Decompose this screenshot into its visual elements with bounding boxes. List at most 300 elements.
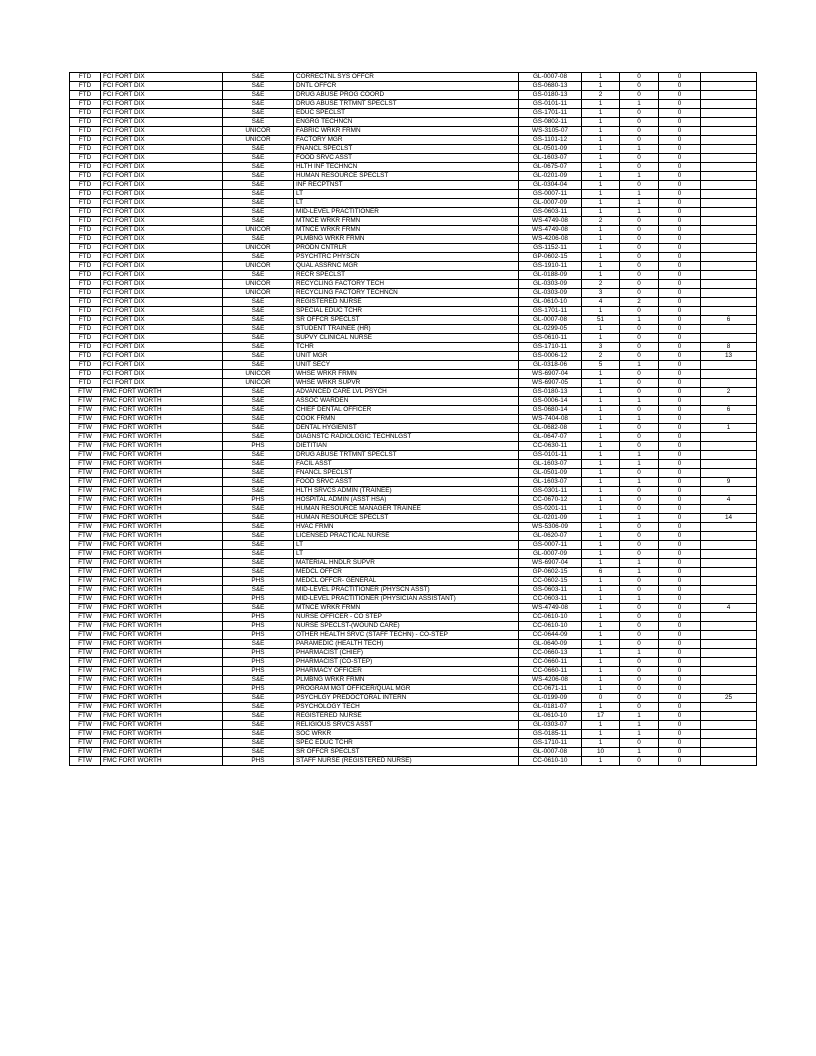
other-cell: 0 xyxy=(659,532,701,541)
count-cell: 1 xyxy=(582,595,620,604)
facility-cell: FMC FORT WORTH xyxy=(101,451,223,460)
table-row xyxy=(70,280,757,289)
code-cell: FTD xyxy=(70,145,101,154)
other-cell: 0 xyxy=(659,478,701,487)
fund-cell: S&E xyxy=(223,703,294,712)
other-cell: 0 xyxy=(659,190,701,199)
facility-cell: FCI FORT DIX xyxy=(101,298,223,307)
vacancy-cell: 0 xyxy=(620,496,659,505)
count-cell: 1 xyxy=(582,145,620,154)
grade-cell: GS-0101-11 xyxy=(519,451,582,460)
position-title-cell: TCHR xyxy=(294,343,519,352)
grade-cell: CC-0602-15 xyxy=(519,577,582,586)
position-title-cell: RECR SPECLST xyxy=(294,271,519,280)
vacancy-cell: 1 xyxy=(620,712,659,721)
position-title-cell: COOK FRMN xyxy=(294,415,519,424)
grade-cell: GL-0501-09 xyxy=(519,145,582,154)
vacancy-cell: 0 xyxy=(620,73,659,82)
note-cell xyxy=(701,703,757,712)
code-cell: FTW xyxy=(70,757,101,766)
position-title-cell: STUDENT TRAINEE (HR) xyxy=(294,325,519,334)
note-cell xyxy=(701,118,757,127)
fund-cell: UNICOR xyxy=(223,136,294,145)
fund-cell: UNICOR xyxy=(223,244,294,253)
table-row xyxy=(70,721,757,730)
position-title-cell: PHARMACIST (CO-STEP) xyxy=(294,658,519,667)
table-row xyxy=(70,163,757,172)
position-title-cell: UNIT SECY xyxy=(294,361,519,370)
position-title-cell: DIETITIAN xyxy=(294,442,519,451)
code-cell: FTW xyxy=(70,433,101,442)
count-cell: 1 xyxy=(582,631,620,640)
note-cell xyxy=(701,244,757,253)
table-row xyxy=(70,739,757,748)
note-cell xyxy=(701,109,757,118)
note-cell xyxy=(701,667,757,676)
other-cell: 0 xyxy=(659,208,701,217)
code-cell: FTW xyxy=(70,568,101,577)
other-cell: 0 xyxy=(659,496,701,505)
position-title-cell: NURSE SPECLST-(WOUND CARE) xyxy=(294,622,519,631)
grade-cell: GS-0007-11 xyxy=(519,541,582,550)
position-title-cell: MID-LEVEL PRACTITIONER (PHYSICIAN ASSISTANT) xyxy=(294,595,519,604)
count-cell: 1 xyxy=(582,514,620,523)
position-title-cell: REGISTERED NURSE xyxy=(294,298,519,307)
facility-cell: FCI FORT DIX xyxy=(101,325,223,334)
fund-cell: S&E xyxy=(223,145,294,154)
other-cell: 0 xyxy=(659,469,701,478)
count-cell: 1 xyxy=(582,721,620,730)
count-cell: 1 xyxy=(582,127,620,136)
vacancy-cell: 0 xyxy=(620,388,659,397)
note-cell xyxy=(701,298,757,307)
note-cell xyxy=(701,289,757,298)
grade-cell: WS-5306-09 xyxy=(519,523,582,532)
position-title-cell: HUMAN RESOURCE SPECLST xyxy=(294,172,519,181)
code-cell: FTD xyxy=(70,199,101,208)
table-row xyxy=(70,262,757,271)
note-cell xyxy=(701,541,757,550)
table-row xyxy=(70,352,757,361)
grade-cell: GL-0299-05 xyxy=(519,325,582,334)
facility-cell: FCI FORT DIX xyxy=(101,208,223,217)
position-title-cell: FNANCL SPECLST xyxy=(294,145,519,154)
position-title-cell: EDUC SPECLST xyxy=(294,109,519,118)
facility-cell: FCI FORT DIX xyxy=(101,154,223,163)
fund-cell: S&E xyxy=(223,253,294,262)
code-cell: FTW xyxy=(70,658,101,667)
count-cell: 1 xyxy=(582,118,620,127)
code-cell: FTW xyxy=(70,388,101,397)
table-row xyxy=(70,505,757,514)
count-cell: 4 xyxy=(582,298,620,307)
fund-cell: PHS xyxy=(223,649,294,658)
other-cell: 0 xyxy=(659,442,701,451)
code-cell: FTW xyxy=(70,469,101,478)
count-cell: 0 xyxy=(582,694,620,703)
other-cell: 0 xyxy=(659,334,701,343)
note-cell xyxy=(701,280,757,289)
count-cell: 1 xyxy=(582,163,620,172)
position-title-cell: PSYCHOLOGY TECH xyxy=(294,703,519,712)
code-cell: FTD xyxy=(70,100,101,109)
code-cell: FTW xyxy=(70,523,101,532)
facility-cell: FMC FORT WORTH xyxy=(101,712,223,721)
code-cell: FTW xyxy=(70,505,101,514)
note-cell: 13 xyxy=(701,352,757,361)
other-cell: 0 xyxy=(659,460,701,469)
vacancy-cell: 0 xyxy=(620,82,659,91)
other-cell: 0 xyxy=(659,523,701,532)
code-cell: FTD xyxy=(70,370,101,379)
other-cell: 0 xyxy=(659,631,701,640)
other-cell: 0 xyxy=(659,289,701,298)
table-row xyxy=(70,343,757,352)
grade-cell: GS-0603-11 xyxy=(519,208,582,217)
facility-cell: FMC FORT WORTH xyxy=(101,658,223,667)
vacancy-cell: 1 xyxy=(620,100,659,109)
table-row xyxy=(70,667,757,676)
table-row xyxy=(70,172,757,181)
fund-cell: S&E xyxy=(223,154,294,163)
other-cell: 0 xyxy=(659,244,701,253)
table-row xyxy=(70,631,757,640)
position-title-cell: MATERIAL HNDLR SUPVR xyxy=(294,559,519,568)
fund-cell: S&E xyxy=(223,298,294,307)
note-cell: 4 xyxy=(701,496,757,505)
vacancy-cell: 1 xyxy=(620,397,659,406)
grade-cell: GL-0303-07 xyxy=(519,721,582,730)
fund-cell: PHS xyxy=(223,685,294,694)
other-cell: 0 xyxy=(659,271,701,280)
fund-cell: S&E xyxy=(223,388,294,397)
table-row xyxy=(70,703,757,712)
grade-cell: GS-0603-11 xyxy=(519,586,582,595)
table-row xyxy=(70,109,757,118)
code-cell: FTD xyxy=(70,217,101,226)
note-cell xyxy=(701,226,757,235)
fund-cell: S&E xyxy=(223,406,294,415)
table-row xyxy=(70,82,757,91)
facility-cell: FMC FORT WORTH xyxy=(101,577,223,586)
fund-cell: S&E xyxy=(223,550,294,559)
position-title-cell: FACTORY MGR xyxy=(294,136,519,145)
code-cell: FTW xyxy=(70,487,101,496)
facility-cell: FCI FORT DIX xyxy=(101,361,223,370)
table-row xyxy=(70,199,757,208)
note-cell xyxy=(701,469,757,478)
count-cell: 1 xyxy=(582,730,620,739)
other-cell: 0 xyxy=(659,262,701,271)
code-cell: FTD xyxy=(70,91,101,100)
facility-cell: FMC FORT WORTH xyxy=(101,676,223,685)
table-row xyxy=(70,370,757,379)
code-cell: FTW xyxy=(70,496,101,505)
grade-cell: GL-0007-09 xyxy=(519,199,582,208)
grade-cell: GS-0006-14 xyxy=(519,397,582,406)
code-cell: FTW xyxy=(70,748,101,757)
grade-cell: GS-0185-11 xyxy=(519,730,582,739)
code-cell: FTW xyxy=(70,649,101,658)
vacancy-cell: 1 xyxy=(620,478,659,487)
note-cell xyxy=(701,262,757,271)
other-cell: 0 xyxy=(659,172,701,181)
note-cell xyxy=(701,757,757,766)
other-cell: 0 xyxy=(659,226,701,235)
code-cell: FTW xyxy=(70,595,101,604)
facility-cell: FMC FORT WORTH xyxy=(101,514,223,523)
count-cell: 1 xyxy=(582,505,620,514)
position-title-cell: SPECIAL EDUC TCHR xyxy=(294,307,519,316)
code-cell: FTD xyxy=(70,253,101,262)
vacancy-cell: 0 xyxy=(620,424,659,433)
table-row xyxy=(70,388,757,397)
other-cell: 0 xyxy=(659,541,701,550)
grade-cell: GS-0802-11 xyxy=(519,118,582,127)
grade-cell: GL-1603-07 xyxy=(519,460,582,469)
code-cell: FTD xyxy=(70,325,101,334)
other-cell: 0 xyxy=(659,325,701,334)
vacancy-cell: 1 xyxy=(620,568,659,577)
table-row xyxy=(70,361,757,370)
grade-cell: GL-0201-09 xyxy=(519,514,582,523)
other-cell: 0 xyxy=(659,559,701,568)
position-title-cell: PARAMEDIC (HEALTH TECH) xyxy=(294,640,519,649)
vacancy-cell: 0 xyxy=(620,406,659,415)
vacancy-cell: 1 xyxy=(620,649,659,658)
vacancy-cell: 0 xyxy=(620,181,659,190)
grade-cell: GS-1101-12 xyxy=(519,136,582,145)
table-row xyxy=(70,514,757,523)
code-cell: FTW xyxy=(70,721,101,730)
grade-cell: GS-0007-11 xyxy=(519,190,582,199)
fund-cell: S&E xyxy=(223,748,294,757)
note-cell xyxy=(701,307,757,316)
note-cell: 4 xyxy=(701,604,757,613)
vacancy-cell: 1 xyxy=(620,172,659,181)
vacancy-cell: 0 xyxy=(620,694,659,703)
position-title-cell: PSYCHTRC PHYSCN xyxy=(294,253,519,262)
count-cell: 1 xyxy=(582,181,620,190)
vacancy-cell: 0 xyxy=(620,631,659,640)
position-title-cell: PHARMACIST (CHIEF) xyxy=(294,649,519,658)
position-title-cell: DENTAL HYGIENIST xyxy=(294,424,519,433)
facility-cell: FMC FORT WORTH xyxy=(101,415,223,424)
note-cell xyxy=(701,712,757,721)
code-cell: FTD xyxy=(70,73,101,82)
count-cell: 1 xyxy=(582,136,620,145)
code-cell: FTW xyxy=(70,451,101,460)
position-title-cell: LT xyxy=(294,541,519,550)
table-row xyxy=(70,271,757,280)
grade-cell: GS-0180-13 xyxy=(519,91,582,100)
code-cell: FTW xyxy=(70,478,101,487)
fund-cell: S&E xyxy=(223,109,294,118)
position-title-cell: MTNCE WRKR FRMN xyxy=(294,226,519,235)
grade-cell: GS-0006-12 xyxy=(519,352,582,361)
count-cell: 1 xyxy=(582,271,620,280)
other-cell: 0 xyxy=(659,82,701,91)
position-title-cell: LICENSED PRACTICAL NURSE xyxy=(294,532,519,541)
position-title-cell: PHARMACY OFFICER xyxy=(294,667,519,676)
count-cell: 1 xyxy=(582,100,620,109)
count-cell: 1 xyxy=(582,577,620,586)
code-cell: FTW xyxy=(70,712,101,721)
facility-cell: FCI FORT DIX xyxy=(101,379,223,388)
fund-cell: S&E xyxy=(223,586,294,595)
code-cell: FTD xyxy=(70,118,101,127)
vacancy-cell: 1 xyxy=(620,514,659,523)
vacancy-cell: 0 xyxy=(620,109,659,118)
count-cell: 1 xyxy=(582,307,620,316)
facility-cell: FMC FORT WORTH xyxy=(101,478,223,487)
table-row xyxy=(70,487,757,496)
position-title-cell: CORRECTNL SYS OFFCR xyxy=(294,73,519,82)
note-cell xyxy=(701,613,757,622)
other-cell: 0 xyxy=(659,712,701,721)
table-row xyxy=(70,325,757,334)
other-cell: 0 xyxy=(659,676,701,685)
note-cell xyxy=(701,361,757,370)
note-cell xyxy=(701,100,757,109)
grade-cell: CC-0660-11 xyxy=(519,667,582,676)
note-cell xyxy=(701,721,757,730)
fund-cell: S&E xyxy=(223,424,294,433)
facility-cell: FMC FORT WORTH xyxy=(101,532,223,541)
note-cell xyxy=(701,163,757,172)
fund-cell: S&E xyxy=(223,235,294,244)
other-cell: 0 xyxy=(659,487,701,496)
code-cell: FTW xyxy=(70,424,101,433)
position-title-cell: OTHER HEALTH SRVC (STAFF TECHN) - CO-STEP xyxy=(294,631,519,640)
table-row xyxy=(70,532,757,541)
code-cell: FTD xyxy=(70,289,101,298)
table-row xyxy=(70,460,757,469)
other-cell: 0 xyxy=(659,613,701,622)
vacancy-cell: 0 xyxy=(620,325,659,334)
vacancy-cell: 0 xyxy=(620,604,659,613)
code-cell: FTD xyxy=(70,190,101,199)
fund-cell: S&E xyxy=(223,172,294,181)
vacancy-cell: 0 xyxy=(620,352,659,361)
grade-cell: GS-0680-14 xyxy=(519,406,582,415)
vacancy-cell: 0 xyxy=(620,442,659,451)
count-cell: 1 xyxy=(582,82,620,91)
note-cell xyxy=(701,559,757,568)
fund-cell: UNICOR xyxy=(223,127,294,136)
vacancy-cell: 1 xyxy=(620,316,659,325)
other-cell: 0 xyxy=(659,568,701,577)
table-row xyxy=(70,379,757,388)
grade-cell: GS-0680-13 xyxy=(519,82,582,91)
grade-cell: GS-0610-11 xyxy=(519,334,582,343)
note-cell xyxy=(701,217,757,226)
note-cell xyxy=(701,199,757,208)
vacancy-cell: 1 xyxy=(620,721,659,730)
grade-cell: WS-3105-07 xyxy=(519,127,582,136)
note-cell xyxy=(701,730,757,739)
table-row xyxy=(70,397,757,406)
facility-cell: FMC FORT WORTH xyxy=(101,694,223,703)
facility-cell: FMC FORT WORTH xyxy=(101,523,223,532)
fund-cell: S&E xyxy=(223,433,294,442)
other-cell: 0 xyxy=(659,397,701,406)
facility-cell: FMC FORT WORTH xyxy=(101,739,223,748)
other-cell: 0 xyxy=(659,127,701,136)
facility-cell: FMC FORT WORTH xyxy=(101,730,223,739)
facility-cell: FMC FORT WORTH xyxy=(101,595,223,604)
count-cell: 10 xyxy=(582,748,620,757)
table-row xyxy=(70,334,757,343)
other-cell: 0 xyxy=(659,505,701,514)
vacancy-cell: 1 xyxy=(620,730,659,739)
count-cell: 2 xyxy=(582,352,620,361)
code-cell: FTD xyxy=(70,82,101,91)
position-title-cell: MTNCE WRKR FRMN xyxy=(294,217,519,226)
note-cell xyxy=(701,145,757,154)
fund-cell: UNICOR xyxy=(223,289,294,298)
other-cell: 0 xyxy=(659,352,701,361)
grade-cell: GS-0180-13 xyxy=(519,388,582,397)
fund-cell: S&E xyxy=(223,352,294,361)
other-cell: 0 xyxy=(659,307,701,316)
grade-cell: WS-6907-04 xyxy=(519,559,582,568)
count-cell: 1 xyxy=(582,262,620,271)
note-cell xyxy=(701,442,757,451)
count-cell: 1 xyxy=(582,451,620,460)
count-cell: 1 xyxy=(582,604,620,613)
code-cell: FTW xyxy=(70,397,101,406)
vacancy-cell: 0 xyxy=(620,289,659,298)
vacancy-cell: 0 xyxy=(620,532,659,541)
code-cell: FTD xyxy=(70,379,101,388)
note-cell xyxy=(701,631,757,640)
fund-cell: S&E xyxy=(223,199,294,208)
grade-cell: GL-0199-09 xyxy=(519,694,582,703)
count-cell: 1 xyxy=(582,685,620,694)
count-cell: 1 xyxy=(582,469,620,478)
code-cell: FTD xyxy=(70,127,101,136)
fund-cell: S&E xyxy=(223,163,294,172)
grade-cell: GL-0303-09 xyxy=(519,280,582,289)
other-cell: 0 xyxy=(659,604,701,613)
code-cell: FTW xyxy=(70,640,101,649)
fund-cell: S&E xyxy=(223,712,294,721)
count-cell: 2 xyxy=(582,91,620,100)
position-title-cell: LT xyxy=(294,190,519,199)
count-cell: 1 xyxy=(582,433,620,442)
count-cell: 1 xyxy=(582,487,620,496)
code-cell: FTD xyxy=(70,244,101,253)
facility-cell: FCI FORT DIX xyxy=(101,289,223,298)
note-cell xyxy=(701,487,757,496)
other-cell: 0 xyxy=(659,73,701,82)
table-row xyxy=(70,118,757,127)
note-cell xyxy=(701,397,757,406)
facility-cell: FMC FORT WORTH xyxy=(101,748,223,757)
fund-cell: PHS xyxy=(223,757,294,766)
fund-cell: S&E xyxy=(223,361,294,370)
grade-cell: GL-0188-09 xyxy=(519,271,582,280)
note-cell xyxy=(701,271,757,280)
fund-cell: S&E xyxy=(223,307,294,316)
vacancy-cell: 0 xyxy=(620,379,659,388)
fund-cell: S&E xyxy=(223,118,294,127)
table-row xyxy=(70,586,757,595)
count-cell: 1 xyxy=(582,541,620,550)
facility-cell: FCI FORT DIX xyxy=(101,145,223,154)
fund-cell: PHS xyxy=(223,595,294,604)
